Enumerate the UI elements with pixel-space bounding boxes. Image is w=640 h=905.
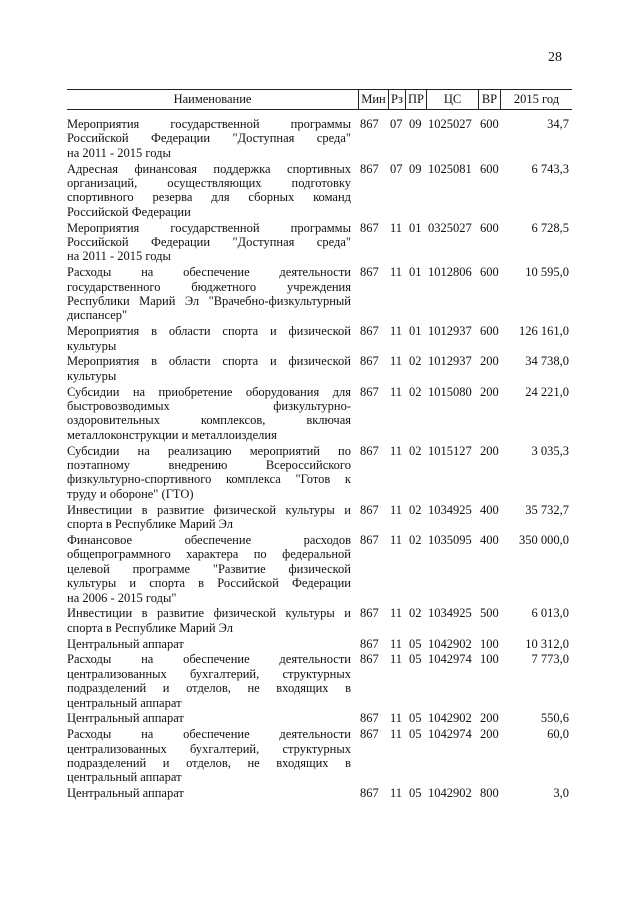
row-vr: 100 — [480, 636, 499, 651]
row-rz: 11 — [390, 443, 403, 458]
row-cs: 1042902 — [428, 711, 472, 726]
row-vr: 200 — [480, 384, 499, 399]
row-name-line: организаций, осуществляющих подготовку — [67, 176, 351, 191]
row-name-line: на 2006 - 2015 годы" — [67, 590, 177, 605]
row-pr: 02 — [409, 354, 422, 369]
row-name-line: культуры и спорта в Российской Федерации — [67, 576, 351, 591]
row-name-line: Адресная финансовая поддержка спортивных — [67, 161, 351, 176]
table-row — [67, 533, 572, 605]
row-amount: 550,6 — [540, 711, 569, 726]
row-cs: 1042902 — [428, 636, 472, 651]
row-min: 867 — [360, 117, 379, 131]
row-amount: 6 013,0 — [531, 606, 569, 621]
row-name-line: Центральный аппарат — [67, 636, 184, 651]
row-rz: 11 — [390, 652, 403, 667]
row-name-line: централизованных бухгалтерий, структурных — [67, 666, 351, 681]
row-cs: 1012937 — [428, 354, 472, 369]
row-amount: 6 728,5 — [531, 220, 569, 235]
row-amount: 10 595,0 — [525, 265, 569, 280]
row-name — [67, 503, 351, 532]
row-cs: 1012937 — [428, 324, 472, 339]
row-name-line: поэтапному внедрению Всероссийского — [67, 458, 351, 473]
row-pr: 05 — [409, 711, 422, 726]
row-rz: 11 — [390, 354, 403, 369]
table-row — [67, 385, 572, 443]
row-cs: 1042974 — [428, 727, 472, 742]
header-rz: Рз — [389, 90, 406, 109]
row-name-line: Республики Марий Эл "Врачебно-физкультурный — [67, 294, 351, 309]
row-name-line: спорта в Республике Марий Эл — [67, 517, 234, 532]
row-amount: 126 161,0 — [519, 324, 569, 339]
row-pr: 02 — [409, 532, 422, 547]
row-name-line: труду и обороне" (ГТО) — [67, 486, 194, 501]
row-min: 867 — [360, 636, 379, 651]
row-vr: 600 — [480, 161, 499, 176]
row-min: 867 — [360, 384, 379, 399]
row-min: 867 — [360, 532, 379, 547]
table-row — [67, 711, 572, 725]
row-rz: 11 — [390, 606, 403, 621]
row-pr: 02 — [409, 502, 422, 517]
row-name — [67, 444, 351, 502]
row-rz: 11 — [390, 636, 403, 651]
row-name-line: центральный аппарат — [67, 770, 182, 785]
row-name-line: культуры — [67, 338, 117, 353]
row-rz: 11 — [390, 711, 403, 726]
row-name-line: Инвестиции в развитие физической культуры и — [67, 606, 351, 621]
table-row — [67, 324, 572, 353]
row-name-line: культуры — [67, 368, 117, 383]
row-rz: 11 — [390, 324, 403, 339]
table-row — [67, 117, 572, 160]
row-amount: 24 221,0 — [525, 384, 569, 399]
row-min: 867 — [360, 606, 379, 621]
row-rz: 11 — [390, 502, 403, 517]
row-name — [67, 711, 351, 725]
row-rz: 11 — [390, 532, 403, 547]
page-number: 28 — [548, 50, 562, 65]
row-vr: 600 — [480, 220, 499, 235]
row-rz: 07 — [390, 117, 403, 131]
row-min: 867 — [360, 354, 379, 369]
row-pr: 01 — [409, 324, 422, 339]
row-name-line: физкультурно-спортивного комплекса "Готов к — [67, 472, 351, 487]
row-name-line: Центральный аппарат — [67, 786, 184, 801]
table-body — [67, 117, 572, 802]
row-name — [67, 637, 351, 651]
header-cs: ЦС — [427, 90, 479, 109]
row-min: 867 — [360, 220, 379, 235]
header-name: Наименование — [67, 90, 359, 109]
row-name-line: общепрограммного характера по федеральной — [67, 547, 351, 562]
table-row — [67, 652, 572, 710]
row-name-line: Мероприятия в области спорта и физической — [67, 354, 351, 369]
row-vr: 100 — [480, 652, 499, 667]
row-vr: 200 — [480, 727, 499, 742]
row-amount: 10 312,0 — [525, 636, 569, 651]
row-amount: 6 743,3 — [531, 161, 569, 176]
row-name-line: на 2011 - 2015 годы — [67, 145, 171, 160]
row-name-line: Российской Федерации "Доступная среда" — [67, 235, 351, 250]
row-name-line: Расходы на обеспечение деятельности — [67, 652, 351, 667]
row-pr: 09 — [409, 117, 422, 131]
header-year: 2015 год — [513, 92, 560, 106]
row-vr: 200 — [480, 711, 499, 726]
row-cs: 1015080 — [428, 384, 472, 399]
header-pr: ПР — [406, 90, 427, 109]
row-name-line: Центральный аппарат — [67, 711, 184, 726]
row-pr: 05 — [409, 727, 422, 742]
table-row — [67, 637, 572, 651]
row-amount: 3 035,3 — [531, 443, 569, 458]
row-vr: 600 — [480, 324, 499, 339]
table-row — [67, 727, 572, 785]
row-pr: 05 — [409, 636, 422, 651]
row-name-line: государственного бюджетного учреждения — [67, 279, 351, 294]
row-cs: 1015127 — [428, 443, 472, 458]
row-name — [67, 385, 351, 443]
row-name-line: Российской Федерации — [67, 204, 191, 219]
row-name-line: Инвестиции в развитие физической культуры и — [67, 502, 351, 517]
row-name-line: металлоконструкции и металлоизделия — [67, 427, 277, 442]
row-rz: 11 — [390, 727, 403, 742]
row-name-line: диспансер" — [67, 308, 128, 323]
row-vr: 200 — [480, 443, 499, 458]
row-name — [67, 354, 351, 383]
table-row — [67, 221, 572, 264]
row-pr: 01 — [409, 220, 422, 235]
row-name-line: спорта в Республике Марий Эл — [67, 620, 234, 635]
row-amount: 34,7 — [547, 117, 569, 131]
header-min: Мин — [359, 90, 389, 109]
row-amount: 60,0 — [547, 727, 569, 742]
row-name-line: быстровозводимых физкультурно- — [67, 399, 351, 414]
row-pr: 02 — [409, 384, 422, 399]
row-cs: 1034925 — [428, 502, 472, 517]
row-name-line: оздоровительных комплексов, включая — [67, 413, 351, 428]
row-name — [67, 162, 351, 220]
row-name-line: Финансовое обеспечение расходов — [67, 532, 351, 547]
row-pr: 05 — [409, 652, 422, 667]
row-min: 867 — [360, 265, 379, 280]
row-name — [67, 324, 351, 353]
row-name — [67, 117, 351, 160]
row-min: 867 — [360, 727, 379, 742]
row-amount: 3,0 — [553, 786, 569, 801]
row-vr: 800 — [480, 786, 499, 801]
row-name-line: на 2011 - 2015 годы — [67, 249, 171, 264]
row-min: 867 — [360, 324, 379, 339]
row-vr: 600 — [480, 265, 499, 280]
row-name — [67, 606, 351, 635]
row-name-line: Субсидии на приобретение оборудования для — [67, 384, 351, 399]
row-name — [67, 265, 351, 323]
header-vr: ВР — [479, 90, 501, 109]
row-name-line: подразделений и отделов, не входящих в — [67, 681, 351, 696]
row-vr: 600 — [480, 117, 499, 131]
row-name — [67, 786, 351, 800]
row-name-line: Субсидии на реализацию мероприятий по — [67, 443, 351, 458]
table-row — [67, 444, 572, 502]
row-name — [67, 727, 351, 785]
row-cs: 0325027 — [428, 220, 472, 235]
row-min: 867 — [360, 502, 379, 517]
row-min: 867 — [360, 786, 379, 801]
row-rz: 11 — [390, 786, 403, 801]
row-name — [67, 533, 351, 605]
row-rz: 11 — [390, 265, 403, 280]
row-pr: 01 — [409, 265, 422, 280]
table-row — [67, 265, 572, 323]
row-min: 867 — [360, 161, 379, 176]
row-amount: 350 000,0 — [519, 532, 569, 547]
row-amount: 35 732,7 — [525, 502, 569, 517]
row-cs: 1042974 — [428, 652, 472, 667]
row-pr: 02 — [409, 606, 422, 621]
table-row — [67, 354, 572, 383]
table-header — [67, 89, 572, 110]
row-amount: 7 773,0 — [531, 652, 569, 667]
row-min: 867 — [360, 711, 379, 726]
row-name-line: Мероприятия государственной программы — [67, 117, 351, 131]
row-name-line: Мероприятия в области спорта и физической — [67, 324, 351, 339]
row-min: 867 — [360, 652, 379, 667]
row-name-line: Мероприятия государственной программы — [67, 220, 351, 235]
row-name-line: Расходы на обеспечение деятельности — [67, 727, 351, 742]
row-min: 867 — [360, 443, 379, 458]
table-row — [67, 162, 572, 220]
row-cs: 1025027 — [428, 117, 472, 131]
row-pr: 09 — [409, 161, 422, 176]
row-vr: 400 — [480, 532, 499, 547]
row-cs: 1042902 — [428, 786, 472, 801]
row-name — [67, 652, 351, 710]
row-pr: 02 — [409, 443, 422, 458]
table-row — [67, 786, 572, 800]
row-cs: 1034925 — [428, 606, 472, 621]
row-rz: 11 — [390, 384, 403, 399]
table-row — [67, 606, 572, 635]
row-cs: 1035095 — [428, 532, 472, 547]
row-amount: 34 738,0 — [525, 354, 569, 369]
row-name-line: центральный аппарат — [67, 695, 182, 710]
row-name-line: подразделений и отделов, не входящих в — [67, 755, 351, 770]
row-name — [67, 221, 351, 264]
row-vr: 400 — [480, 502, 499, 517]
row-name-line: целевой программе "Развитие физической — [67, 561, 351, 576]
row-name-line: Расходы на обеспечение деятельности — [67, 265, 351, 280]
row-cs: 1012806 — [428, 265, 472, 280]
row-rz: 11 — [390, 220, 403, 235]
row-cs: 1025081 — [428, 161, 472, 176]
table-row — [67, 503, 572, 532]
row-pr: 05 — [409, 786, 422, 801]
row-vr: 200 — [480, 354, 499, 369]
row-vr: 500 — [480, 606, 499, 621]
row-name-line: спортивного резерва для сборных команд — [67, 190, 351, 205]
row-rz: 07 — [390, 161, 403, 176]
row-name-line: Российской Федерации "Доступная среда" — [67, 131, 351, 146]
row-name-line: централизованных бухгалтерий, структурных — [67, 741, 351, 756]
